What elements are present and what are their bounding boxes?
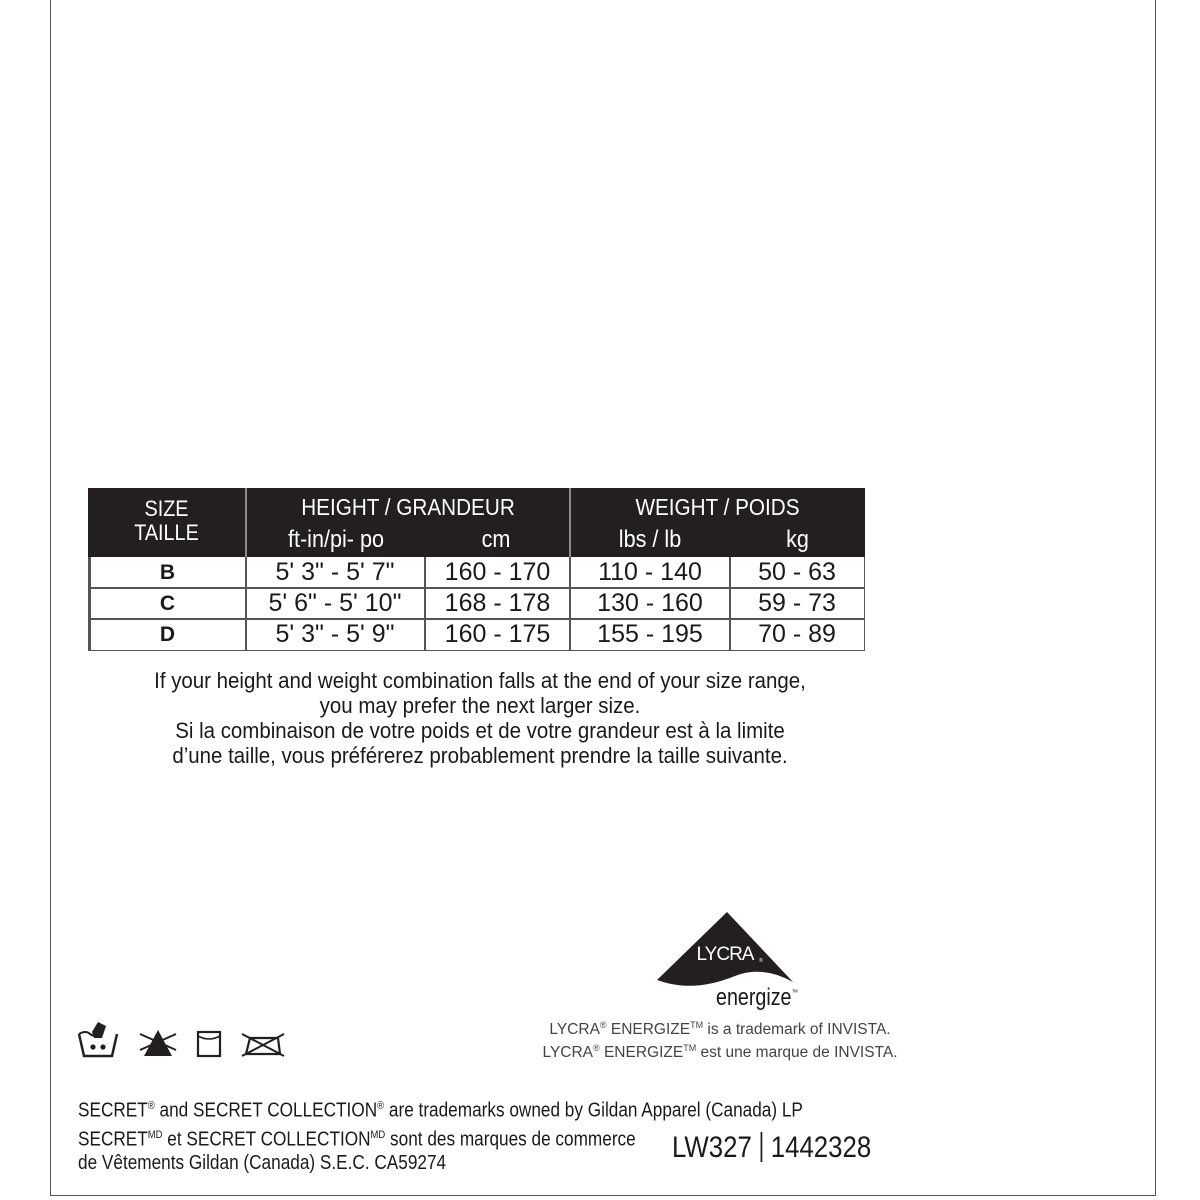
hand-wash-icon — [76, 1018, 120, 1058]
ftin-cell: 5' 3" - 5' 7" — [275, 558, 395, 586]
tm-fr-suffix: est une marque de INVISTA. — [696, 1044, 898, 1062]
energize-word: ENERGIZE — [599, 1044, 684, 1062]
kg-cell: 70 - 89 — [758, 620, 836, 648]
ftin-cell: 5' 3" - 5' 9" — [275, 620, 395, 648]
product-codes — [672, 1131, 871, 1165]
lycra-trademark-notice — [520, 1016, 920, 1062]
reg-mark: ® — [147, 1100, 155, 1112]
note-fr-line2: d’une taille, vous préférerez probablement prendre la taille suivante. — [172, 743, 788, 768]
note-fr-line1: Si la combinaison de votre poids et de votre grandeur est à la limite — [175, 718, 785, 743]
height-header: HEIGHT / GRANDEUR — [301, 494, 515, 520]
cm-cell: 160 - 170 — [444, 558, 551, 586]
weight-lbs-header: lbs / lb — [618, 526, 682, 553]
cm-cell: 168 - 178 — [444, 589, 551, 617]
lycra-tm-en — [520, 1016, 920, 1039]
tm-en-suffix: is a trademark of INVISTA. — [703, 1021, 891, 1039]
no-bleach-icon — [138, 1026, 178, 1058]
svg-text:®: ® — [759, 958, 763, 964]
size-chart-body — [88, 557, 865, 651]
code-separator — [760, 1132, 762, 1162]
md-mark: MD — [370, 1128, 386, 1141]
weight-kg-header: kg — [786, 526, 809, 553]
brand-collection: et SECRET COLLECTION — [162, 1128, 371, 1151]
size-header — [96, 497, 237, 545]
lycra-logo-text: LYCRA — [696, 944, 754, 965]
sku-code: 1442328 — [770, 1131, 872, 1164]
brand-collection: and SECRET COLLECTION — [154, 1099, 378, 1122]
lycra-logo-icon — [655, 910, 795, 990]
brand-secret: SECRET — [78, 1128, 148, 1151]
size-cell: D — [159, 623, 176, 646]
trademark-line3: de Vêtements Gildan (Canada) S.E.C. CA59274 — [78, 1152, 447, 1175]
tm-mark: TM — [690, 1020, 704, 1030]
care-instructions — [76, 1018, 286, 1058]
kg-cell: 59 - 73 — [758, 589, 836, 617]
lbs-cell: 110 - 140 — [598, 558, 702, 586]
energize-word: ENERGIZE — [606, 1021, 691, 1039]
header-divider — [569, 488, 571, 557]
table-row — [89, 588, 864, 619]
note-en-line2: you may prefer the next larger size. — [319, 693, 641, 718]
reg-mark: ® — [377, 1100, 385, 1112]
lycra-word: LYCRA — [542, 1044, 594, 1062]
lycra-word: LYCRA — [549, 1021, 600, 1039]
size-cell: C — [159, 592, 176, 615]
trademark-owner: are trademarks owned by Gildan Apparel (Canada) LP — [384, 1099, 803, 1122]
table-row — [89, 557, 864, 588]
height-cm-header: cm — [481, 526, 511, 553]
reg-mark: ® — [599, 1020, 607, 1030]
energize-tm: ™ — [791, 988, 799, 997]
reg-mark: ® — [593, 1043, 600, 1054]
size-cell: B — [159, 561, 176, 584]
do-not-iron-icon — [240, 1030, 286, 1058]
lbs-cell: 130 - 160 — [597, 589, 703, 617]
energize-text: energize — [716, 984, 792, 1011]
brand-secret: SECRET — [78, 1099, 148, 1122]
ftin-cell: 5' 6" - 5' 10" — [268, 589, 402, 617]
energize-wordmark — [716, 984, 798, 1012]
height-ftin-header: ft-in/pi- po — [287, 526, 385, 553]
weight-header: WEIGHT / POIDS — [635, 494, 800, 520]
drip-dry-icon — [196, 1030, 222, 1058]
cm-cell: 160 - 175 — [444, 620, 551, 648]
table-row — [89, 619, 864, 650]
lycra-tm-fr — [520, 1039, 920, 1062]
size-advice-note — [117, 668, 842, 768]
tm-mark: TM — [683, 1043, 697, 1054]
lbs-cell: 155 - 195 — [597, 620, 703, 648]
size-header-fr: TAILLE — [134, 520, 199, 545]
kg-cell: 50 - 63 — [758, 558, 836, 586]
md-mark: MD — [147, 1128, 163, 1141]
note-en-line1: If your height and weight combination falls at the end of your size range, — [154, 668, 806, 693]
trademark-line1 — [78, 1094, 803, 1123]
size-header-en: SIZE — [144, 496, 189, 521]
style-code: LW327 — [672, 1131, 752, 1164]
header-divider — [245, 488, 247, 557]
trademark-owner-fr: sont des marques de commerce — [385, 1128, 636, 1151]
size-chart-header — [88, 488, 865, 557]
